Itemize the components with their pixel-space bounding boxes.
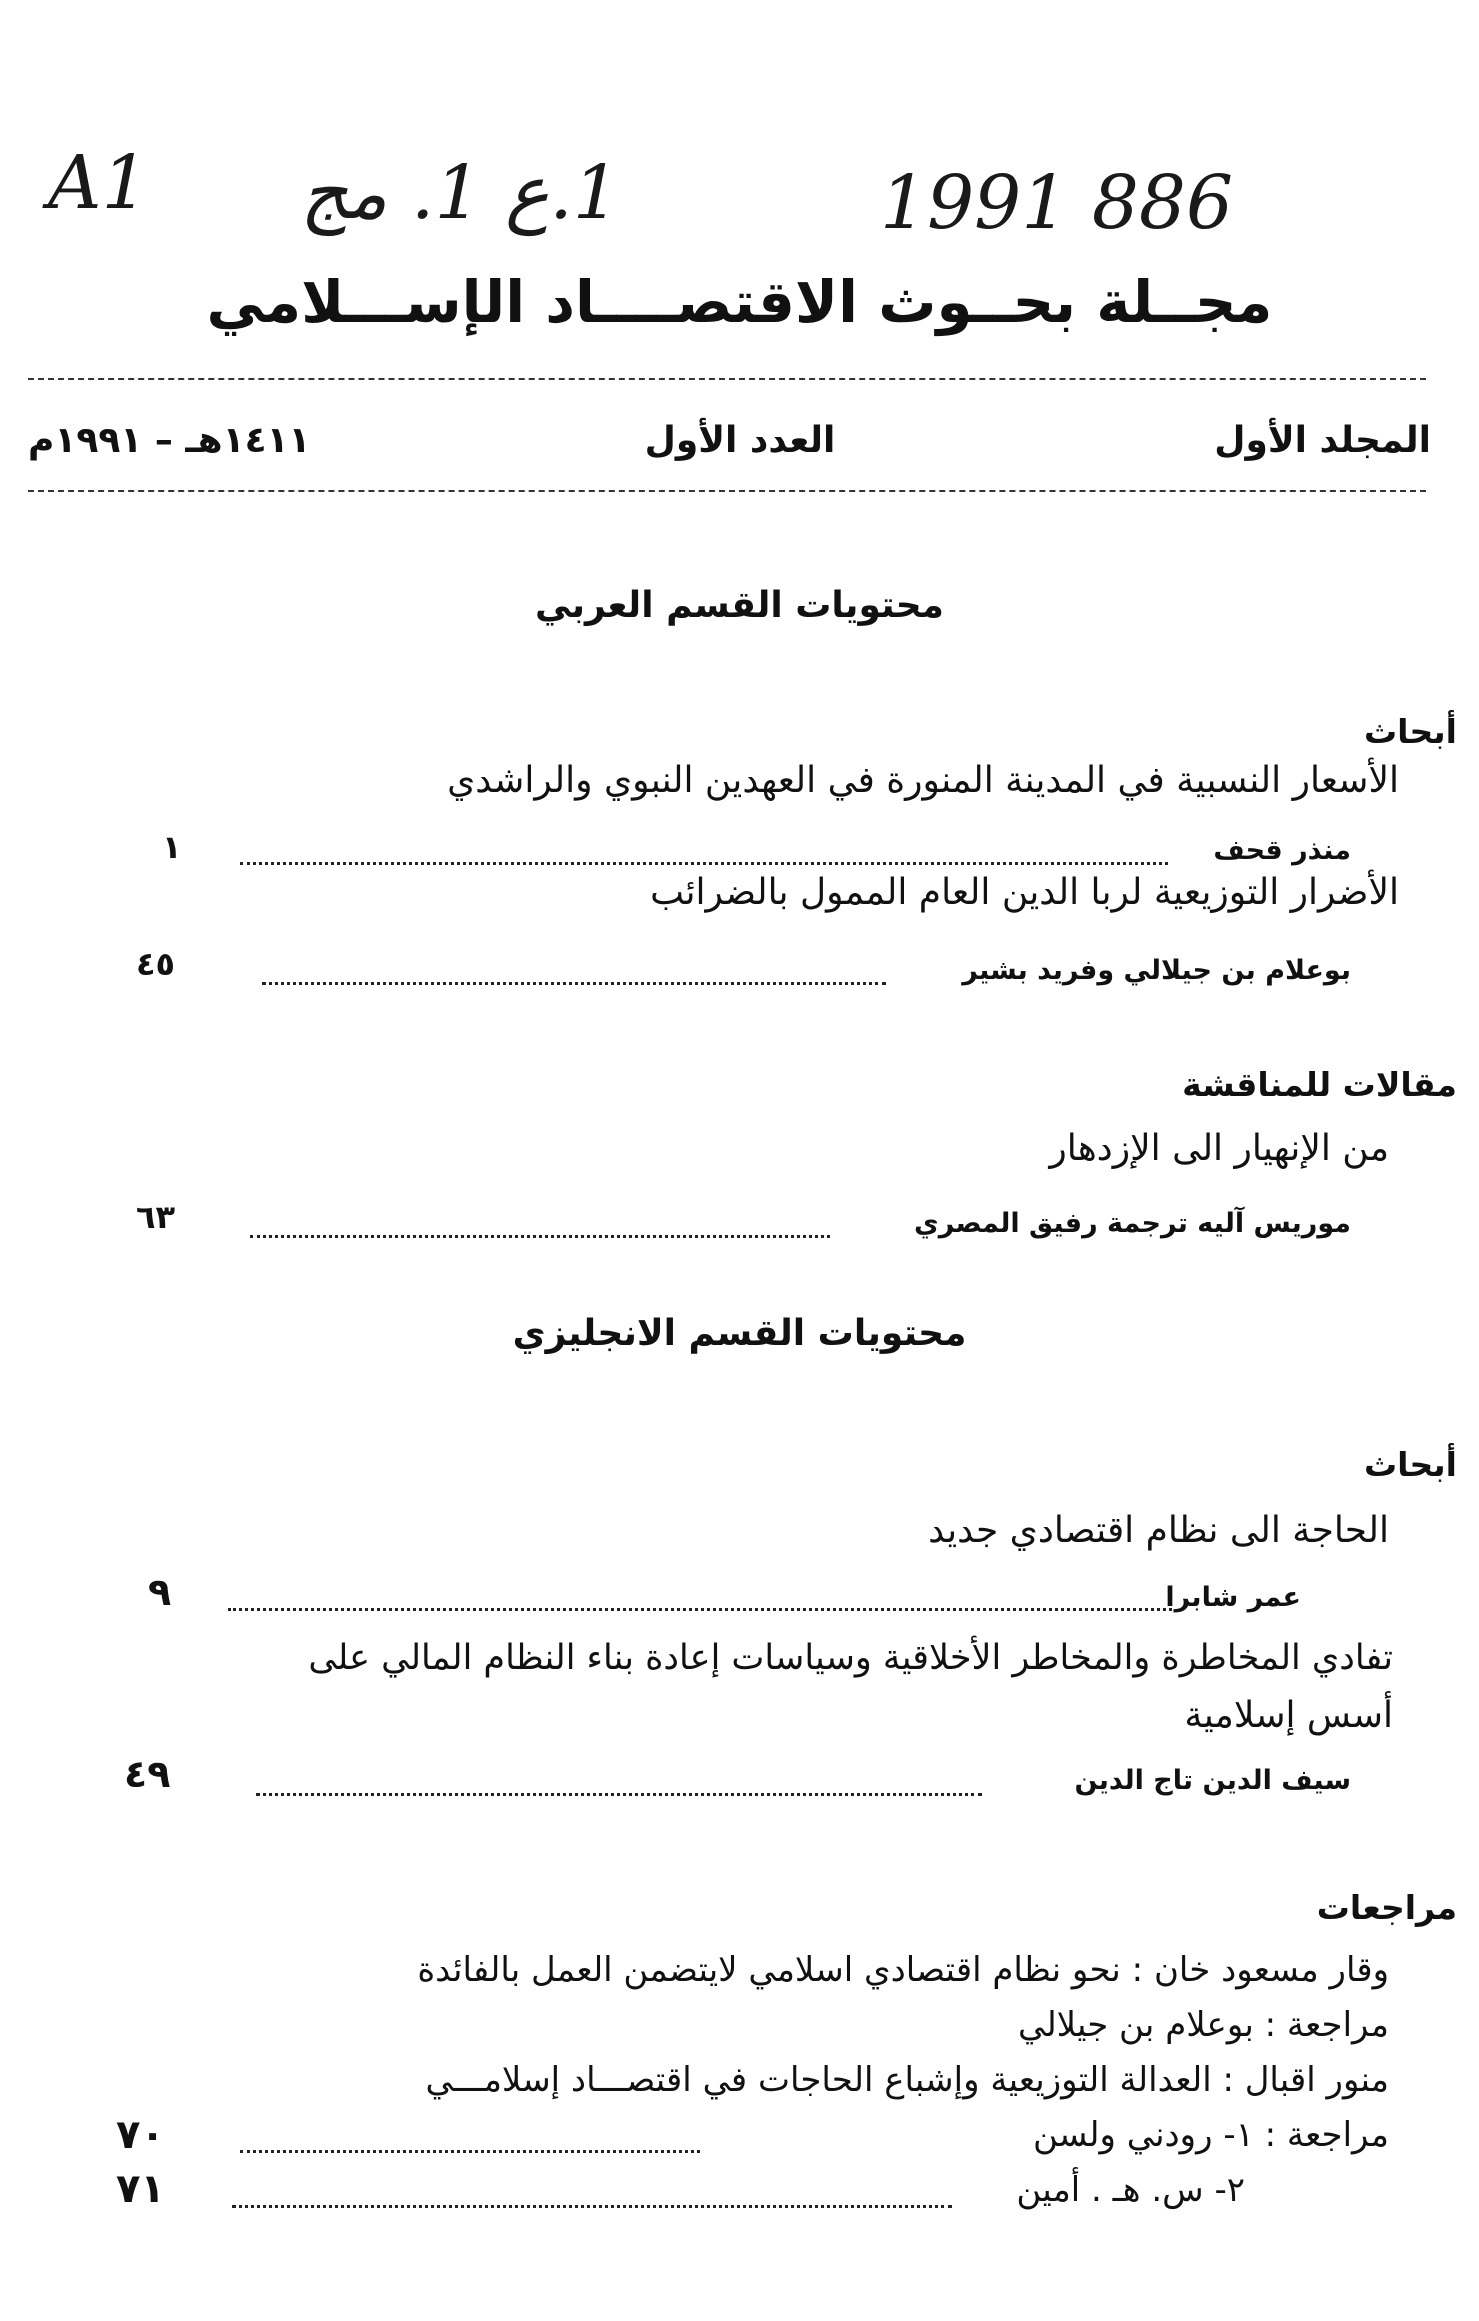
toc-item-title: الأسعار النسبية في المدينة المنورة في العهدين النبوي والراشدي [447,760,1399,801]
toc-item-page: ٩ [148,1570,172,1614]
review-page: ٧٠ [116,2112,165,2158]
arabic-section-title: محتويات القسم العربي [535,585,944,626]
leader-dots [250,1235,830,1238]
toc-item-page: ١ [162,828,182,866]
toc-item-author: منذر قحف [1213,835,1351,866]
toc-item-author: سيف الدين تاج الدين [1074,1765,1351,1796]
leader-dots [240,862,1168,865]
leader-dots [232,2205,952,2208]
review-line: منور اقبال : العدالة التوزيعية وإشباع الحاجات في اقتصـــاد إسلامـــي [425,2060,1389,2100]
toc-item-title: الحاجة الى نظام اقتصادي جديد [928,1510,1389,1551]
toc-item-page: ٤٥ [136,945,176,983]
header-bottom-rule [28,490,1426,492]
handwritten-catalog-number: 1991 886 [880,160,1234,246]
toc-item-page: ٤٩ [124,1752,171,1796]
toc-item-title: تفادي المخاطرة والمخاطر الأخلاقية وسياسات إعادة بناء النظام المالي على [308,1638,1393,1678]
leader-dots [262,982,886,985]
review-line: مراجعة : بوعلام بن جيلالي [1017,2005,1389,2045]
toc-item-author: بوعلام بن جيلالي وفريد بشير [962,955,1351,986]
header-top-rule [28,378,1426,380]
english-section-title: محتويات القسم الانجليزي [512,1313,967,1354]
arabic-research-heading: أبحاث [1363,712,1457,751]
toc-item-page: ٦٣ [136,1198,176,1236]
toc-item-title: الأضرار التوزيعية لربا الدين العام الممول بالضرائب [650,872,1399,913]
leader-dots [228,1608,1172,1611]
leader-dots [256,1793,982,1796]
english-research-heading: أبحاث [1363,1445,1457,1484]
discussion-heading: مقالات للمناقشة [1182,1065,1457,1104]
volume-label: المجلد الأول [1214,420,1431,461]
toc-item-title: من الإنهيار الى الإزدهار [1049,1128,1389,1169]
journal-title: مجــلة بحــوث الاقتصــــاد الإســـلامي [206,268,1273,336]
review-line: وقار مسعود خان : نحو نظام اقتصادي اسلامي لايتضمن العمل بالفائدة [417,1950,1389,1990]
leader-dots [240,2150,700,2153]
review-line: مراجعة : ١- رودني ولسن [1032,2115,1389,2155]
handwritten-volume-issue: 1.ع 1. مج [300,150,620,236]
reviews-heading: مراجعات [1316,1888,1457,1927]
toc-item-title-continued: أسس إسلامية [1184,1695,1393,1736]
toc-item-author: عمر شابرا [1165,1582,1301,1613]
issue-date: ١٤١١هـ – ١٩٩١م [28,420,311,461]
review-line: ٢- س. هـ . أمين [1016,2170,1245,2210]
review-page: ٧١ [116,2166,165,2212]
toc-item-author: موريس آليه ترجمة رفيق المصري [914,1208,1351,1239]
issue-label: العدد الأول [644,420,836,461]
handwritten-code: A1 [48,140,149,226]
